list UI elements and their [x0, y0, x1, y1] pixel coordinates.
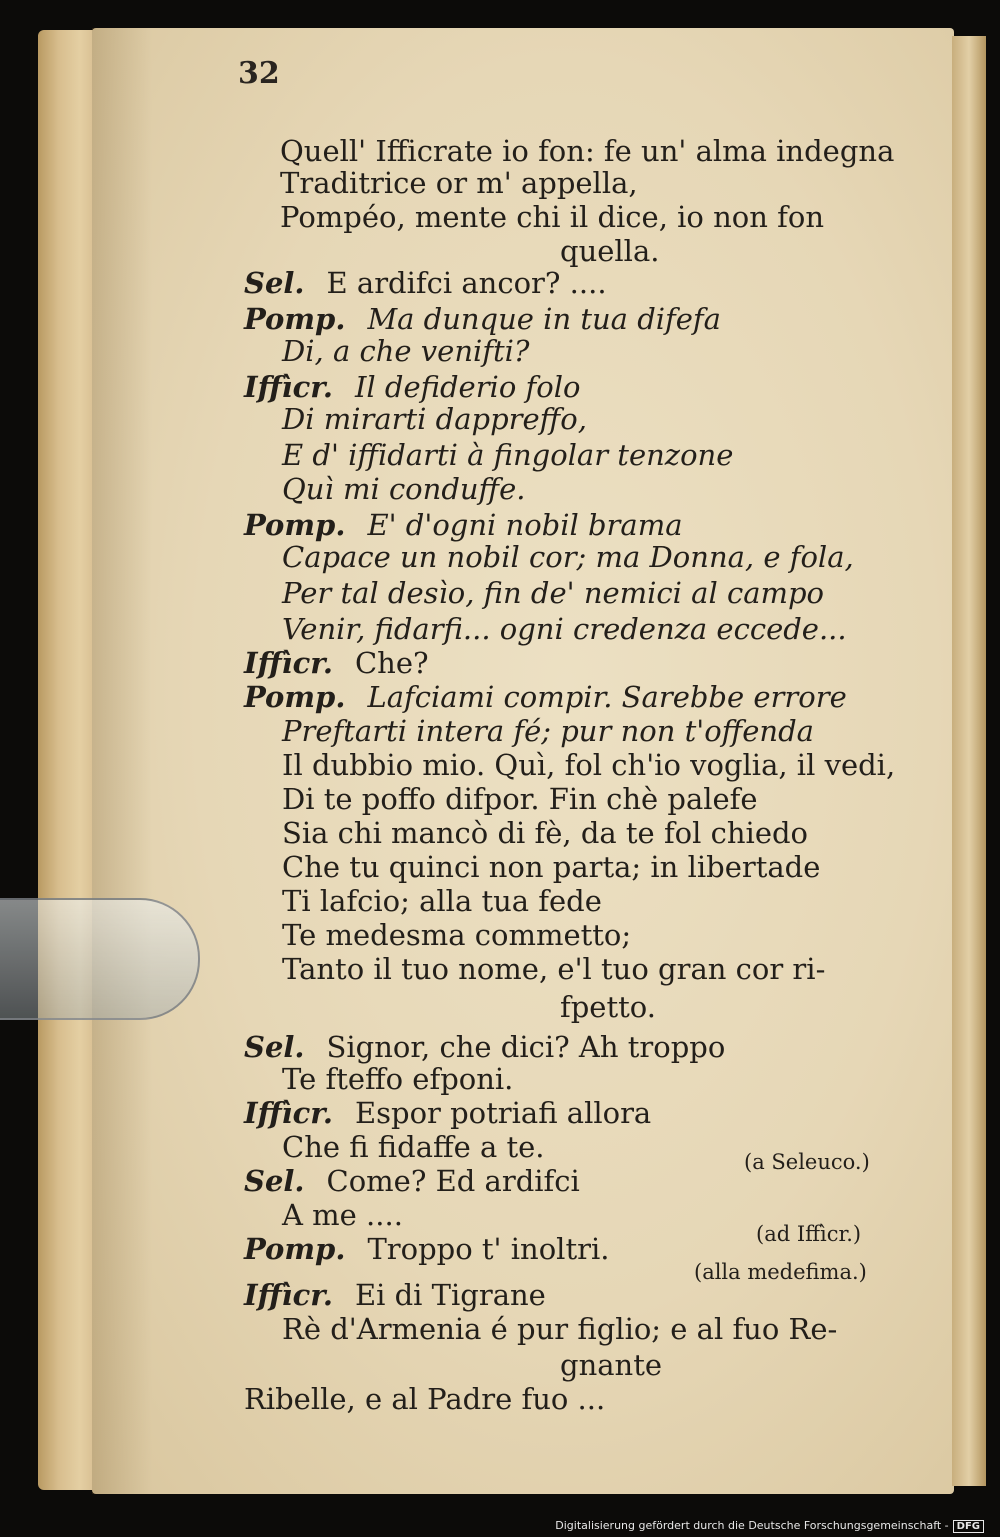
verse-line: [244, 1278, 546, 1312]
verse-line-text: Te medesma commetto;: [282, 918, 632, 952]
verse-line: [280, 166, 638, 200]
verse-line: [244, 266, 607, 300]
verse-line-text: fpetto.: [560, 990, 656, 1024]
verse-line: [282, 438, 733, 472]
speaker-name: Pomp.: [244, 680, 346, 714]
speaker-name: Pomp.: [244, 508, 346, 542]
verse-line: [280, 134, 894, 168]
digitization-footer: [555, 1519, 984, 1533]
verse-line: [282, 816, 808, 850]
verse-line-text: E' d'ogni nobil brama: [367, 508, 683, 542]
speaker-name: Iffìcr.: [244, 646, 333, 680]
stage-direction: (a Seleuco.): [744, 1150, 870, 1174]
verse-line: [282, 884, 602, 918]
page-number: 32: [238, 56, 280, 91]
speaker-name: Iffìcr.: [244, 1278, 333, 1312]
verse-line-text: Quì mi conduffe.: [282, 472, 526, 506]
verse-line-text: Capace un nobil cor; ma Donna, e fola,: [282, 540, 854, 574]
verse-line: [282, 714, 814, 748]
verse-line-text: Per tal desìo, fin de' nemici al campo: [282, 576, 825, 610]
verse-line-text: Quell' Ifficrate io fon: fe un' alma indegna: [280, 134, 895, 168]
verse-line-text: Espor potriafi allora: [354, 1096, 652, 1130]
verse-line-text: Di te poffo difpor. Fin chè palefe: [282, 782, 758, 816]
verse-line-text: Di mirarti dappreffo,: [282, 402, 587, 436]
verse-line: [282, 1130, 545, 1164]
verse-line-text: Ti lafcio; alla tua fede: [282, 884, 602, 918]
footer-credit: Digitalisierung gefördert durch die Deutsche Forschungsgemeinschaft -: [555, 1519, 949, 1532]
verse-line-text: Te fteffo efponi.: [282, 1062, 514, 1096]
verse-line: [244, 1232, 609, 1266]
verse-line-text: E d' iffidarti à fingolar tenzone: [282, 438, 734, 472]
verse-line: [282, 952, 825, 986]
verse-line: [282, 576, 824, 610]
verse-line: [282, 334, 529, 368]
speaker-name: Sel.: [244, 266, 305, 300]
verse-line-text: Preftarti intera fé; pur non t'offenda: [282, 714, 814, 748]
verse-line: [282, 850, 820, 884]
verse-line-text: Ei di Tigrane: [354, 1278, 546, 1312]
verse-line: [282, 748, 895, 782]
verse-line: [244, 1096, 651, 1130]
verse-line: [560, 990, 656, 1024]
verse-line: [282, 402, 587, 436]
verse-line-text: Rè d'Armenia é pur figlio; e al fuo Re-: [282, 1312, 838, 1346]
verse-line-text: Come? Ed ardifci: [326, 1164, 580, 1198]
verse-line: [244, 302, 721, 336]
speaker-name: Pomp.: [244, 302, 346, 336]
verse-line-text: Che tu quinci non parta; in libertade: [282, 850, 821, 884]
verse-line: [560, 1348, 662, 1382]
stage-direction: (alla medefima.): [694, 1260, 867, 1284]
verse-line: [282, 1312, 837, 1346]
verse-line: [282, 612, 847, 646]
verse-line-text: Che fi fidaffe a te.: [282, 1130, 545, 1164]
verse-line: [282, 918, 631, 952]
speaker-name: Pomp.: [244, 1232, 346, 1266]
verse-line: [244, 370, 580, 404]
verse-line-text: quella.: [560, 234, 660, 268]
verse-line: [280, 200, 824, 234]
verse-line: [244, 508, 683, 542]
verse-line: [244, 1164, 580, 1198]
verse-line: [282, 540, 854, 574]
speaker-name: Sel.: [244, 1030, 305, 1064]
verse-line: [282, 782, 758, 816]
verse-line-text: Signor, che dici? Ah troppo: [326, 1030, 726, 1064]
verse-line: [282, 1198, 403, 1232]
dfg-logo: DFG: [953, 1520, 984, 1533]
stage-direction: (ad Iffìcr.): [756, 1222, 862, 1246]
verse-line-text: Il defiderio folo: [354, 370, 581, 404]
verse-line: [244, 646, 429, 680]
verse-line-text: Il dubbio mio. Quì, fol ch'io voglia, il vedi,: [282, 748, 896, 782]
verse-line-text: Sia chi mancò di fè, da te fol chiedo: [282, 816, 809, 850]
verse-line-text: Che?: [354, 646, 429, 680]
verse-line: [244, 680, 847, 714]
verse-line-text: gnante: [560, 1348, 663, 1382]
speaker-name: Sel.: [244, 1164, 305, 1198]
verse-line-text: Pompéo, mente chi il dice, io non fon: [280, 200, 825, 234]
verse-line-text: E ardifci ancor? ....: [326, 266, 607, 300]
verse-line: [244, 1030, 725, 1064]
verse-line-text: Traditrice or m' appella,: [280, 166, 638, 200]
verse-line-text: Venir, fidarfi... ogni credenza eccede...: [282, 612, 847, 646]
speaker-name: Iffìcr.: [244, 1096, 333, 1130]
verse-line-text: A me ....: [282, 1198, 403, 1232]
verse-line-text: Ribelle, e al Padre fuo ...: [244, 1382, 606, 1416]
verse-line-text: Di, a che venifti?: [282, 334, 530, 368]
verse-line: [282, 1062, 513, 1096]
verse-line-text: Lafciami compir. Sarebbe errore: [367, 680, 847, 714]
verse-line: [244, 1382, 605, 1416]
glass-weight-clip: [0, 898, 200, 1020]
verse-line: [560, 234, 659, 268]
verse-line-text: Tanto il tuo nome, e'l tuo gran cor ri-: [282, 952, 826, 986]
speaker-name: Iffìcr.: [244, 370, 333, 404]
verse-line: [282, 472, 525, 506]
verse-line-text: Troppo t' inoltri.: [367, 1232, 610, 1266]
verse-line-text: Ma dunque in tua difefa: [367, 302, 721, 336]
